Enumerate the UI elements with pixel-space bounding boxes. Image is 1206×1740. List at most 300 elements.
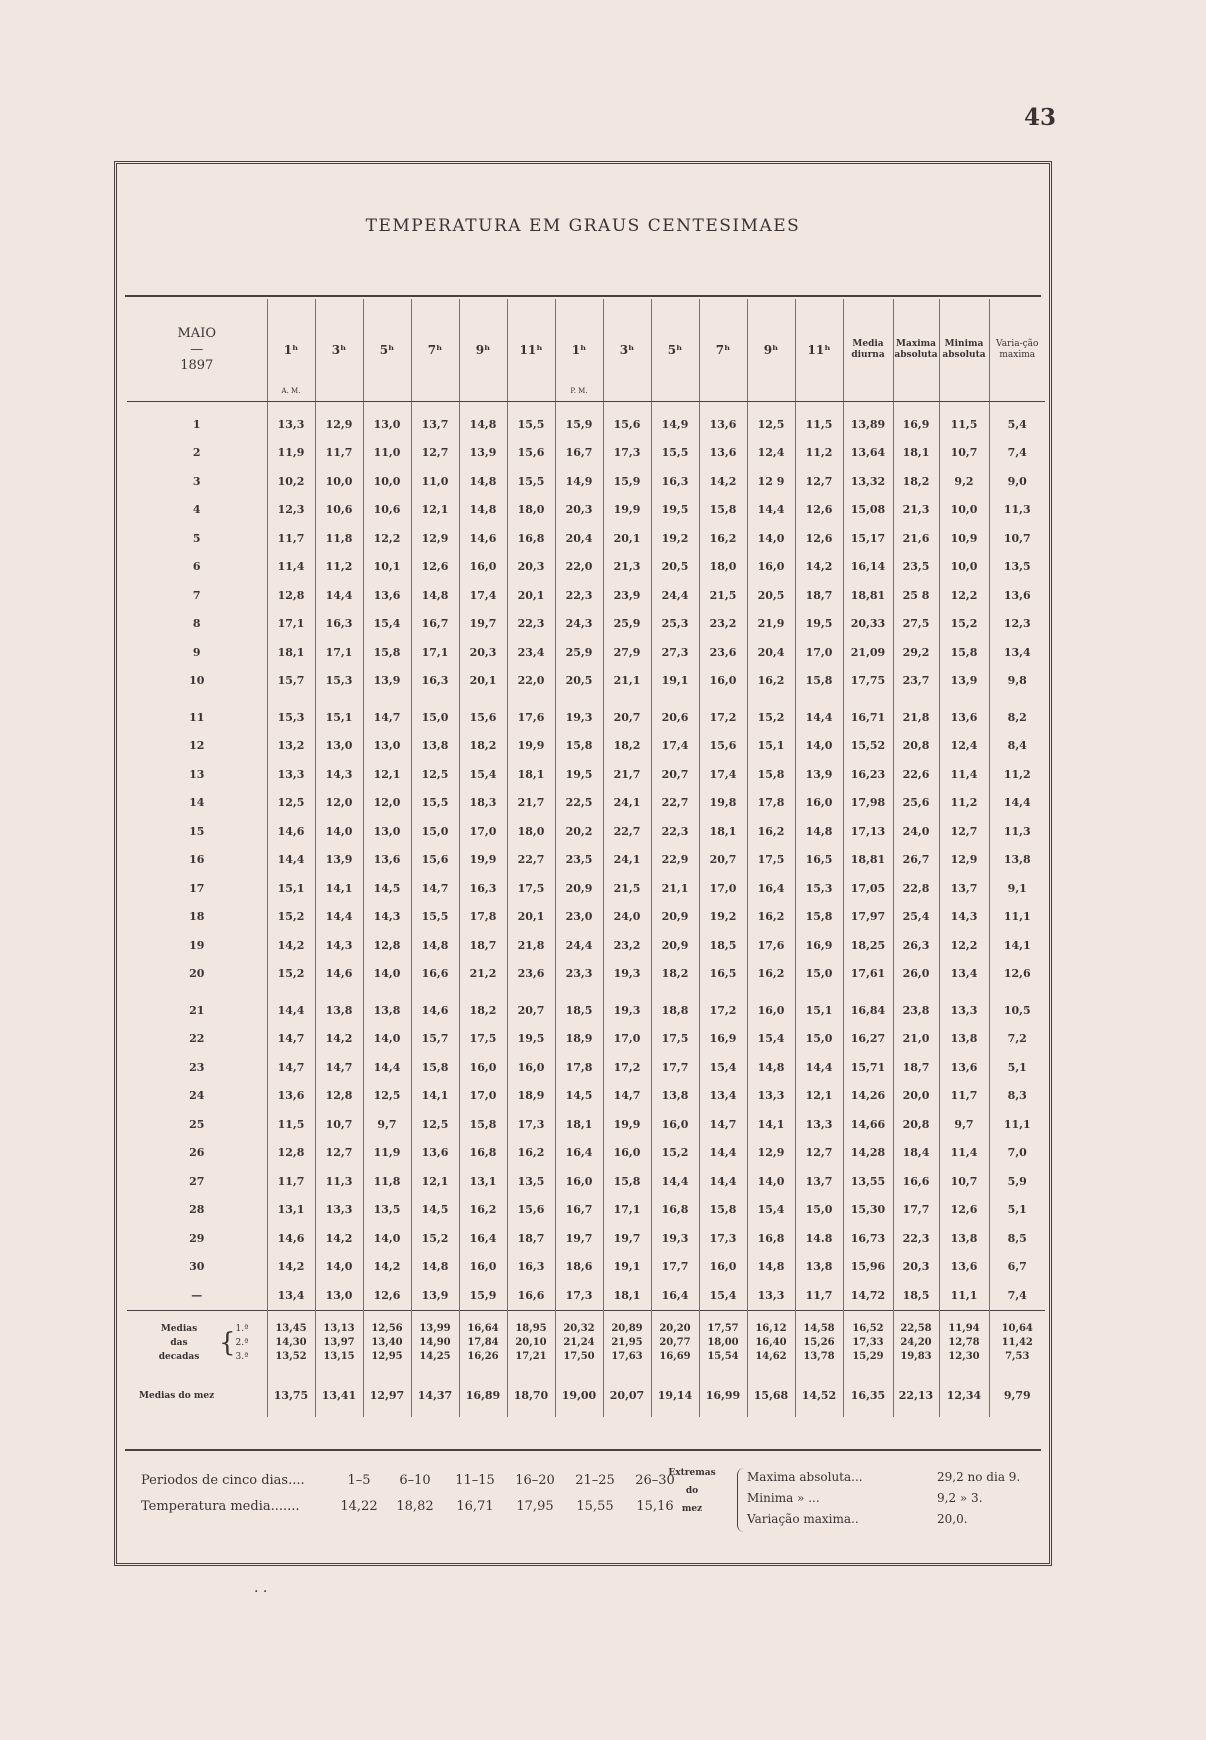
value-cell: 18,5 [893, 1281, 939, 1310]
value-cell: 14,4 [267, 996, 315, 1025]
value-cell: 14,3 [939, 903, 989, 932]
value-cell: 16,4 [459, 1224, 507, 1253]
value-cell: 14,8 [747, 1253, 795, 1282]
value-cell: 22,0 [507, 667, 555, 696]
maxima-absoluta-header: Maxima absoluta [893, 299, 939, 402]
value-cell: 24,1 [603, 789, 651, 818]
value-cell: 17,3 [699, 1224, 747, 1253]
periods-row [141, 1469, 675, 1495]
value-cell: 13,3 [747, 1281, 795, 1310]
value-cell: 15,52 [843, 732, 893, 761]
value-cell: 17,3 [507, 1110, 555, 1139]
table-body [127, 402, 1045, 1417]
value-cell: 16,0 [747, 553, 795, 582]
value-cell: 10,0 [315, 467, 363, 496]
value-cell: 13,6 [411, 1139, 459, 1168]
value-cell: 19,9 [603, 496, 651, 525]
value-cell: 15,0 [411, 703, 459, 732]
value-cell: 14,8 [411, 1253, 459, 1282]
value-cell: 15,0 [795, 1025, 843, 1054]
value-cell: 17,1 [267, 610, 315, 639]
value-cell: 16,71 [843, 703, 893, 732]
value-cell: 18,1 [893, 439, 939, 468]
value-cell: 14,0 [747, 524, 795, 553]
value-cell: 17,8 [747, 789, 795, 818]
value-cell: 13,8 [795, 1253, 843, 1282]
value-cell: 14,2 [363, 1253, 411, 1282]
value-cell: 21,6 [893, 524, 939, 553]
value-cell: 21,7 [603, 760, 651, 789]
table-row [127, 1167, 1045, 1196]
value-cell: 15,5 [507, 467, 555, 496]
value-cell: 19,5 [555, 760, 603, 789]
value-cell: 15,7 [267, 667, 315, 696]
value-cell: 18,1 [555, 1110, 603, 1139]
month-means-cell: 13,41 [315, 1375, 363, 1417]
value-cell: 18,5 [555, 996, 603, 1025]
table-row [127, 410, 1045, 439]
value-cell: 17,7 [651, 1253, 699, 1282]
period-range: 6–10 [399, 1473, 431, 1488]
value-cell: 14,4 [699, 1139, 747, 1168]
hour-header: 3ʰ [603, 299, 651, 402]
value-cell: 19,5 [507, 1025, 555, 1054]
value-cell: 16,2 [747, 817, 795, 846]
value-cell: 15,8 [363, 638, 411, 667]
day-cell: 19 [189, 938, 205, 952]
value-cell: 12,5 [267, 789, 315, 818]
value-cell: 18,4 [893, 1139, 939, 1168]
value-cell: 13,6 [363, 581, 411, 610]
value-cell: 10,0 [939, 496, 989, 525]
value-cell: 23,3 [555, 960, 603, 989]
decade-means-cell: 16,52 17,33 15,29 [843, 1310, 893, 1375]
value-cell: 13,5 [507, 1167, 555, 1196]
value-cell: 13,6 [699, 439, 747, 468]
day-cell: 10 [189, 674, 205, 688]
value-cell: 15,08 [843, 496, 893, 525]
value-cell: 12,5 [411, 1110, 459, 1139]
value-cell: 26,3 [893, 931, 939, 960]
value-cell: 14,6 [459, 524, 507, 553]
value-cell: 10,7 [989, 524, 1045, 553]
value-cell: 14,5 [363, 874, 411, 903]
value-cell: 29,2 [893, 638, 939, 667]
value-cell: 13,4 [699, 1082, 747, 1111]
value-cell: 10,9 [939, 524, 989, 553]
value-cell: 14,2 [267, 931, 315, 960]
value-cell: 10,5 [989, 996, 1045, 1025]
value-cell: 16,0 [603, 1139, 651, 1168]
value-cell: 6,7 [989, 1253, 1045, 1282]
value-cell: 10,6 [315, 496, 363, 525]
value-cell: 12,8 [363, 931, 411, 960]
value-cell: 19,7 [459, 610, 507, 639]
value-cell: 17,7 [893, 1196, 939, 1225]
value-cell: 15,8 [603, 1167, 651, 1196]
month-means-cell: 15,68 [747, 1375, 795, 1417]
value-cell: 14,4 [795, 703, 843, 732]
value-cell: 14,2 [267, 1253, 315, 1282]
value-cell: 15,17 [843, 524, 893, 553]
day-cell: 29 [189, 1231, 205, 1245]
value-cell: 20,3 [459, 638, 507, 667]
day-cell: 21 [189, 1003, 205, 1017]
value-cell: 12,9 [411, 524, 459, 553]
decade-means-cell: 11,94 12,78 12,30 [939, 1310, 989, 1375]
value-cell: 16,0 [699, 667, 747, 696]
value-cell: 13,64 [843, 439, 893, 468]
value-cell: 18,2 [603, 732, 651, 761]
decade-means-label: Medias das decadas { 1.ª 2.ª 3.ª [127, 1310, 267, 1375]
value-cell: 15,5 [411, 903, 459, 932]
table-row [127, 1082, 1045, 1111]
value-cell: 16,7 [555, 439, 603, 468]
value-cell: 11,0 [411, 467, 459, 496]
temperature-mean-label: Temperatura media....... [141, 1499, 300, 1514]
value-cell: 13,3 [267, 760, 315, 789]
value-cell: 17,1 [411, 638, 459, 667]
value-cell: 15,8 [795, 667, 843, 696]
value-cell: 16,0 [651, 1110, 699, 1139]
period-temp: 15,55 [576, 1499, 614, 1514]
value-cell: 20,0 [893, 1082, 939, 1111]
header-row [127, 299, 1045, 402]
value-cell: 27,3 [651, 638, 699, 667]
month-means-cell: 14,52 [795, 1375, 843, 1417]
day-cell: 9 [192, 645, 201, 659]
value-cell: 15,4 [363, 610, 411, 639]
day-cell: 20 [189, 967, 205, 981]
value-cell: 11,7 [267, 1167, 315, 1196]
value-cell: 12,9 [315, 410, 363, 439]
value-cell: 12,6 [795, 496, 843, 525]
value-cell: 15,2 [939, 610, 989, 639]
value-cell: 25,6 [893, 789, 939, 818]
value-cell: 24,0 [603, 903, 651, 932]
value-cell: 17,4 [699, 760, 747, 789]
value-cell: 11,7 [315, 439, 363, 468]
day-cell: 13 [189, 767, 205, 781]
value-cell: 9,8 [989, 667, 1045, 696]
value-cell: 16,6 [411, 960, 459, 989]
extremes-brace [737, 1468, 744, 1532]
value-cell: 20,3 [893, 1253, 939, 1282]
value-cell: 21,1 [603, 667, 651, 696]
value-cell: 16,2 [747, 903, 795, 932]
value-cell: 17,13 [843, 817, 893, 846]
month-means-cell: 12,97 [363, 1375, 411, 1417]
table-row [127, 996, 1045, 1025]
table-title: TEMPERATURA EM GRAUS CENTESIMAES [365, 216, 801, 236]
value-cell: 18,1 [507, 760, 555, 789]
value-cell: 14,4 [651, 1167, 699, 1196]
value-cell: 15,9 [555, 410, 603, 439]
value-cell: 12,7 [315, 1139, 363, 1168]
value-cell: 17,05 [843, 874, 893, 903]
value-cell: 15,4 [459, 760, 507, 789]
value-cell: 17,6 [507, 703, 555, 732]
value-cell: 15,4 [747, 1025, 795, 1054]
value-cell: 12,1 [411, 496, 459, 525]
value-cell: 17,5 [651, 1025, 699, 1054]
value-cell: 17,0 [459, 817, 507, 846]
value-cell: 19,7 [555, 1224, 603, 1253]
value-cell: 16,7 [411, 610, 459, 639]
hour-header: 7ʰ [411, 299, 459, 402]
value-cell: 18,8 [651, 996, 699, 1025]
value-cell: 12,6 [363, 1281, 411, 1310]
value-cell: 14,2 [795, 553, 843, 582]
value-cell: 15,9 [459, 1281, 507, 1310]
value-cell: 16,2 [699, 524, 747, 553]
value-cell: 18,6 [555, 1253, 603, 1282]
value-cell: 16,2 [507, 1139, 555, 1168]
value-cell: 21,1 [651, 874, 699, 903]
value-cell: 17,7 [651, 1053, 699, 1082]
value-cell: 13,8 [939, 1224, 989, 1253]
value-cell: 15,3 [795, 874, 843, 903]
value-cell: 17,2 [699, 996, 747, 1025]
value-cell: 14,72 [843, 1281, 893, 1310]
day-cell: 5 [192, 531, 201, 545]
value-cell: 15,96 [843, 1253, 893, 1282]
value-cell: 10,1 [363, 553, 411, 582]
row-spacer [127, 988, 1045, 996]
extremes-label: Extremas do mez [668, 1468, 716, 1514]
minima-absoluta-header: Minima absoluta [939, 299, 989, 402]
value-cell: 14,3 [363, 903, 411, 932]
value-cell: 14,2 [315, 1224, 363, 1253]
table-row [127, 1224, 1045, 1253]
day-cell: 26 [189, 1146, 205, 1160]
value-cell: 14.8 [795, 1224, 843, 1253]
value-cell: 27,5 [893, 610, 939, 639]
value-cell: 13,3 [795, 1110, 843, 1139]
value-cell: 16,27 [843, 1025, 893, 1054]
value-cell: 15,1 [795, 996, 843, 1025]
value-cell: 15,0 [795, 1196, 843, 1225]
value-cell: 16,3 [315, 610, 363, 639]
value-cell: 13,8 [315, 996, 363, 1025]
value-cell: 13,1 [267, 1196, 315, 1225]
value-cell: 16,8 [507, 524, 555, 553]
value-cell: 13,9 [315, 846, 363, 875]
value-cell: 10,2 [267, 467, 315, 496]
value-cell: 16,73 [843, 1224, 893, 1253]
value-cell: 14,9 [555, 467, 603, 496]
table-row [127, 760, 1045, 789]
value-cell: 11,1 [989, 903, 1045, 932]
value-cell: 15,2 [411, 1224, 459, 1253]
value-cell: 12,8 [267, 1139, 315, 1168]
value-cell: 14,6 [267, 817, 315, 846]
day-cell: 14 [189, 796, 205, 810]
value-cell: 11,1 [939, 1281, 989, 1310]
value-cell: 19,7 [603, 1224, 651, 1253]
value-cell: 22,9 [651, 846, 699, 875]
value-cell: 13,8 [411, 732, 459, 761]
value-cell: 14,26 [843, 1082, 893, 1111]
value-cell: 16,6 [893, 1167, 939, 1196]
value-cell: 13,5 [363, 1196, 411, 1225]
value-cell: 24,0 [893, 817, 939, 846]
value-cell: 12,6 [795, 524, 843, 553]
extreme-variation: Variação maxima.. 20,0. [747, 1512, 968, 1526]
value-cell: 17,61 [843, 960, 893, 989]
value-cell: 13,9 [459, 439, 507, 468]
value-cell: 12,7 [795, 1139, 843, 1168]
day-cell: 28 [189, 1203, 205, 1217]
table-row [127, 667, 1045, 696]
value-cell: 17,3 [603, 439, 651, 468]
value-cell: 5,1 [989, 1196, 1045, 1225]
value-cell: 13,0 [363, 817, 411, 846]
table-row [127, 1110, 1045, 1139]
value-cell: 15,1 [747, 732, 795, 761]
value-cell: 10,0 [363, 467, 411, 496]
value-cell: 17,1 [315, 638, 363, 667]
value-cell: 18,2 [459, 732, 507, 761]
value-cell: 15,0 [411, 817, 459, 846]
value-cell: 12,6 [989, 960, 1045, 989]
decade-means-cell: 12,56 13,40 12,95 [363, 1310, 411, 1375]
value-cell: 20,7 [699, 846, 747, 875]
value-cell: 14,7 [363, 703, 411, 732]
value-cell: 20,4 [747, 638, 795, 667]
value-cell: 9,0 [989, 467, 1045, 496]
value-cell: 12,0 [363, 789, 411, 818]
value-cell: 18,0 [507, 817, 555, 846]
value-cell: 17,5 [507, 874, 555, 903]
value-cell: 13,8 [363, 996, 411, 1025]
value-cell: 13,7 [411, 410, 459, 439]
value-cell: 16,0 [747, 996, 795, 1025]
day-cell: 3 [192, 474, 201, 488]
value-cell: 11,2 [315, 553, 363, 582]
value-cell: 14,3 [315, 931, 363, 960]
value-cell: 19,1 [651, 667, 699, 696]
value-cell: 15,2 [267, 903, 315, 932]
value-cell: 19,9 [507, 732, 555, 761]
value-cell: 17,2 [699, 703, 747, 732]
value-cell: 23,5 [555, 846, 603, 875]
value-cell: 8,5 [989, 1224, 1045, 1253]
value-cell: 13,9 [363, 667, 411, 696]
period-range: 16–20 [515, 1473, 555, 1488]
value-cell: 17,3 [555, 1281, 603, 1310]
value-cell: 13,6 [363, 846, 411, 875]
decade-means-cell: 17,57 18,00 15,54 [699, 1310, 747, 1375]
value-cell: 16,2 [459, 1196, 507, 1225]
title-divider [125, 295, 1041, 297]
value-cell: 17,75 [843, 667, 893, 696]
value-cell: 14,5 [411, 1196, 459, 1225]
decade-means-cell: 18,95 20,10 17,21 [507, 1310, 555, 1375]
value-cell: 13,1 [459, 1167, 507, 1196]
value-cell: 20,1 [507, 903, 555, 932]
value-cell: 17,4 [651, 732, 699, 761]
value-cell: 18,81 [843, 846, 893, 875]
value-cell: 13,4 [939, 960, 989, 989]
value-cell: 20,5 [555, 667, 603, 696]
value-cell: 16,14 [843, 553, 893, 582]
value-cell: 16,8 [651, 1196, 699, 1225]
value-cell: 17,0 [459, 1082, 507, 1111]
value-cell: 13,6 [939, 1253, 989, 1282]
value-cell: 12,3 [989, 610, 1045, 639]
value-cell: 14,0 [315, 817, 363, 846]
value-cell: 13,4 [267, 1281, 315, 1310]
value-cell: 22,3 [893, 1224, 939, 1253]
value-cell: 17,98 [843, 789, 893, 818]
value-cell: 12,7 [411, 439, 459, 468]
value-cell: 14,2 [699, 467, 747, 496]
value-cell: 23,0 [555, 903, 603, 932]
month-means-cell: 19,00 [555, 1375, 603, 1417]
hour-header: 1ʰ A. M. [267, 299, 315, 402]
value-cell: 12,9 [939, 846, 989, 875]
value-cell: 21,8 [893, 703, 939, 732]
value-cell: 8,2 [989, 703, 1045, 732]
value-cell: 19,9 [603, 1110, 651, 1139]
value-cell: 14,3 [315, 760, 363, 789]
value-cell: 25,9 [555, 638, 603, 667]
value-cell: 25,4 [893, 903, 939, 932]
value-cell: 15,8 [795, 903, 843, 932]
value-cell: 16,0 [699, 1253, 747, 1282]
month-means-row [127, 1375, 1045, 1417]
value-cell: 11,9 [267, 439, 315, 468]
table-row [127, 1196, 1045, 1225]
value-cell: 13,6 [939, 1053, 989, 1082]
value-cell: 20,3 [555, 496, 603, 525]
value-cell: 14,4 [747, 496, 795, 525]
period-range: 11–15 [455, 1473, 495, 1488]
day-cell: 18 [189, 910, 205, 924]
table-row [127, 846, 1045, 875]
table-row [127, 1139, 1045, 1168]
value-cell: 20,8 [893, 732, 939, 761]
value-cell: 16,2 [747, 667, 795, 696]
table-row [127, 610, 1045, 639]
value-cell: 14,1 [989, 931, 1045, 960]
month-means-cell: 19,14 [651, 1375, 699, 1417]
value-cell: 17,1 [603, 1196, 651, 1225]
value-cell: 15,9 [603, 467, 651, 496]
value-cell: 12,2 [939, 581, 989, 610]
value-cell: 16,4 [747, 874, 795, 903]
value-cell: 23,8 [893, 996, 939, 1025]
day-cell: 23 [189, 1060, 205, 1074]
value-cell: 16,0 [459, 553, 507, 582]
value-cell: 18,1 [699, 817, 747, 846]
table-row [127, 703, 1045, 732]
value-cell: 16,3 [411, 667, 459, 696]
value-cell: 18,5 [699, 931, 747, 960]
decade-means-cell: 13,99 14,90 14,25 [411, 1310, 459, 1375]
value-cell: 22,3 [555, 581, 603, 610]
value-cell: 15,8 [459, 1110, 507, 1139]
table-row [127, 524, 1045, 553]
value-cell: 21,3 [893, 496, 939, 525]
value-cell: 7,2 [989, 1025, 1045, 1054]
value-cell: 10,7 [315, 1110, 363, 1139]
value-cell: 18,7 [893, 1053, 939, 1082]
value-cell: 15,4 [699, 1053, 747, 1082]
value-cell: 12,2 [939, 931, 989, 960]
value-cell: 14,4 [315, 903, 363, 932]
